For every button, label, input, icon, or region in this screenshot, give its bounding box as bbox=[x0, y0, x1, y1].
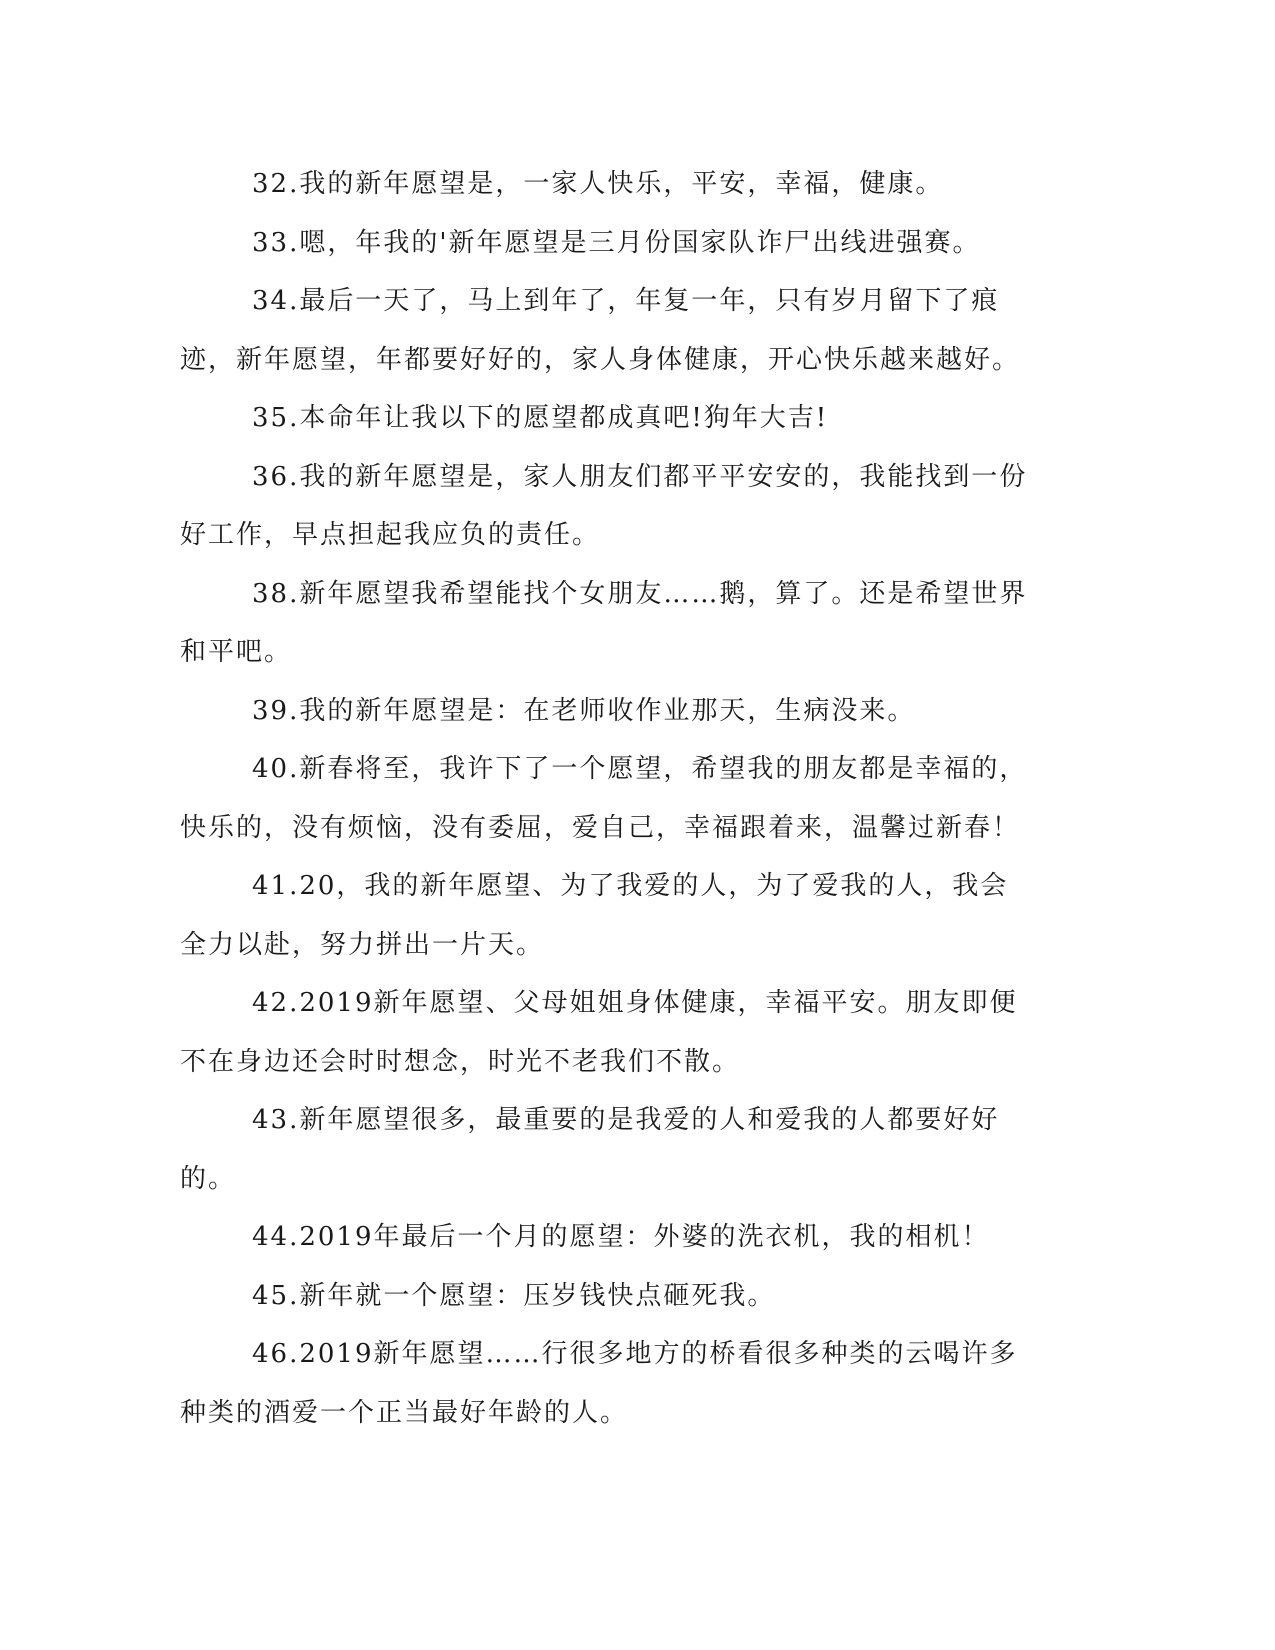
paragraph-34: 34.最后一天了，马上到年了，年复一年，只有岁月留下了痕迹，新年愿望，年都要好好的，家人身体健康，开心快乐越来越好。 bbox=[180, 286, 1021, 375]
paragraph-46: 46.2019新年愿望……行很多地方的桥看很多种类的云喝许多种类的酒爱一个正当最好年龄的人。 bbox=[180, 1339, 1018, 1428]
paragraph-45: 45.新年就一个愿望：压岁钱快点砸死我。 bbox=[252, 1280, 776, 1311]
paragraph-44: 44.2019年最后一个月的愿望：外婆的洗衣机，我的相机！ bbox=[252, 1222, 990, 1252]
paragraph-36: 36.我的新年愿望是，家人朋友们都平平安安的，我能找到一份好工作，早点担起我应负的责任。 bbox=[180, 461, 1028, 550]
document-body bbox=[180, 155, 1035, 1442]
paragraph-41: 41.20，我的新年愿望、为了我爱的人，为了爱我的人，我会全力以赴，努力拼出一片天。 bbox=[180, 871, 1009, 960]
paragraph-42: 42.2019新年愿望、父母姐姐身体健康，幸福平安。朋友即便不在身边还会时时想念，时光不老我们不散。 bbox=[180, 988, 1018, 1077]
paragraph-39: 39.我的新年愿望是：在老师收作业那天，生病没来。 bbox=[252, 695, 916, 726]
paragraph-43: 43.新年愿望很多，最重要的是我爱的人和爱我的人都要好好的。 bbox=[180, 1105, 1000, 1194]
paragraph-40: 40.新春将至，我许下了一个愿望，希望我的朋友都是幸福的，快乐的，没有烦恼，没有委屈，爱自己，幸福跟着来，温馨过新春！ bbox=[180, 754, 1028, 843]
paragraph-38: 38.新年愿望我希望能找个女朋友……鹅，算了。还是希望世界和平吧。 bbox=[180, 578, 1028, 667]
paragraph-32: 32.我的新年愿望是，一家人快乐，平安，幸福，健康。 bbox=[252, 169, 944, 199]
paragraph-35: 35.本命年让我以下的愿望都成真吧!狗年大吉! bbox=[252, 403, 829, 433]
paragraph-33: 33.嗯，年我的'新年愿望是三月份国家队诈尸出线进强赛。 bbox=[252, 227, 981, 258]
